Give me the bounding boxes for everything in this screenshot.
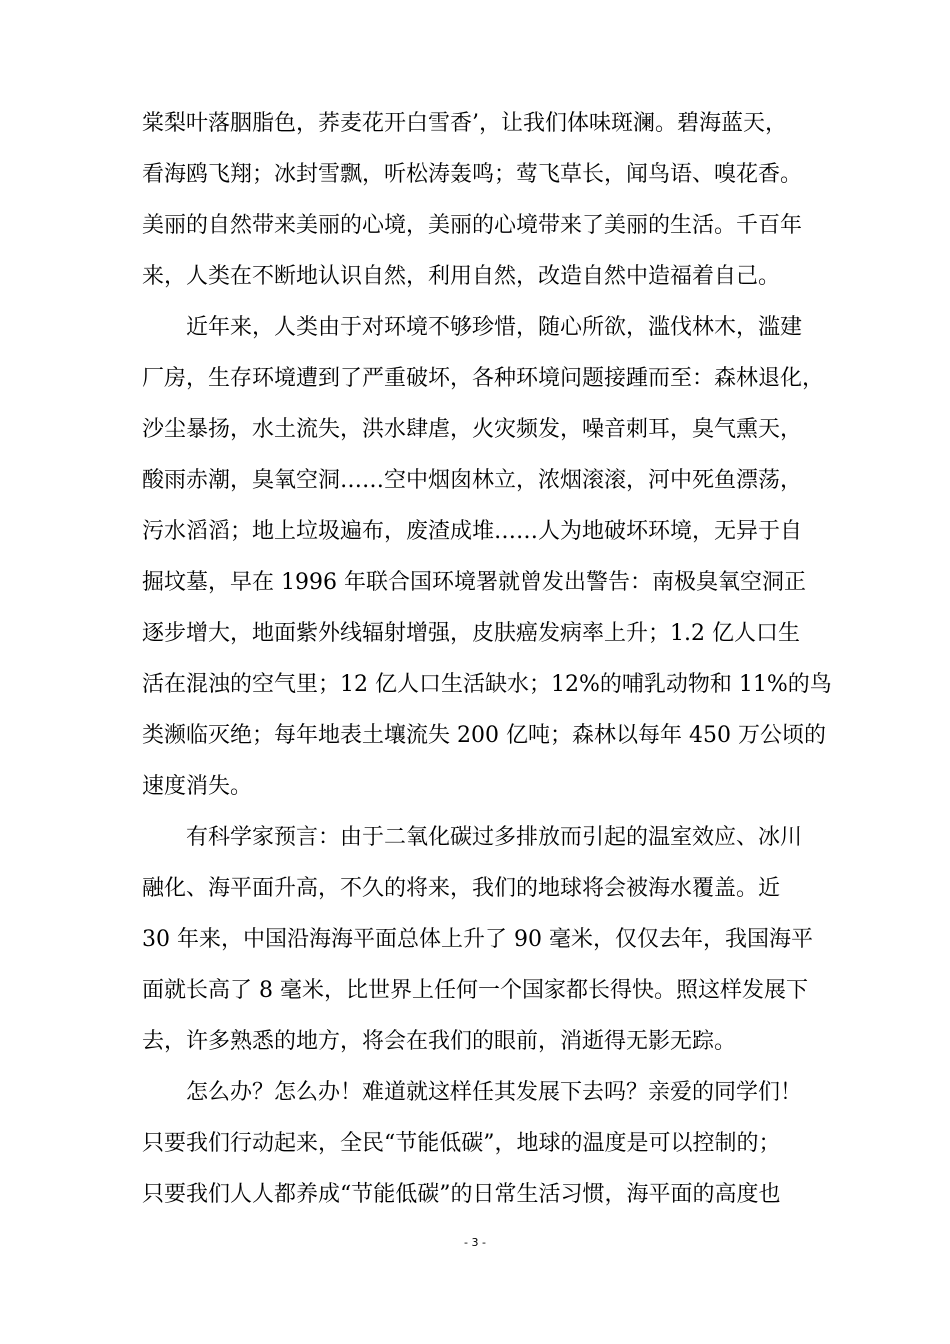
text-line: 污水滔滔；地上垃圾遍布，废渣成堆……人为地破坏环境，无异于自: [142, 519, 803, 544]
text-line: 30 年来，中国沿海海平面总体上升了 90 毫米，仅仅去年，我国海平: [142, 927, 813, 952]
text-line: 只要我们行动起来，全民“节能低碳”，地球的温度是可以控制的；: [142, 1131, 781, 1156]
text-line: 活在混浊的空气里；12 亿人口生活缺水；12%的哺乳动物和 11%的鸟: [142, 672, 832, 697]
text-line: 怎么办？怎么办！难道就这样任其发展下去吗？亲爱的同学们！: [142, 1080, 803, 1105]
text-line: 逐步增大，地面紫外线辐射增强，皮肤癌发病率上升；1.2 亿人口生: [142, 621, 800, 646]
text-line: 厂房，生存环境遭到了严重破坏，各种环境问题接踵而至：森林退化，: [142, 366, 825, 391]
text-line: 看海鸥飞翔；冰封雪飘，听松涛轰鸣；莺飞草长，闻鸟语、嗅花香。: [142, 162, 803, 187]
text-line: 有科学家预言：由于二氧化碳过多排放而引起的温室效应、冰川: [142, 825, 803, 850]
text-line: 去，许多熟悉的地方，将会在我们的眼前，消逝得无影无踪。: [142, 1029, 737, 1054]
text-line: 来，人类在不断地认识自然，利用自然，改造自然中造福着自己。: [142, 264, 781, 289]
text-line: 美丽的自然带来美丽的心境，美丽的心境带来了美丽的生活。千百年: [142, 213, 803, 238]
text-line: 类濒临灭绝；每年地表土壤流失 200 亿吨；森林以每年 450 万公顷的: [142, 723, 826, 748]
text-line: 酸雨赤潮，臭氧空洞……空中烟囱林立，浓烟滚滚，河中死鱼漂荡，: [142, 468, 803, 493]
page-number: - 3 -: [464, 1236, 486, 1249]
text-line: 速度消失。: [142, 774, 253, 799]
text-line: 只要我们人人都养成“节能低碳”的日常生活习惯，海平面的高度也: [142, 1182, 781, 1207]
text-line: 棠梨叶落胭脂色，荞麦花开白雪香’，让我们体味斑澜。碧海蓝天，: [142, 111, 787, 136]
body-text: [142, 98, 832, 1220]
text-line: 掘坟墓，早在 1996 年联合国环境署就曾发出警告：南极臭氧空洞正: [142, 570, 806, 595]
text-line: 近年来，人类由于对环境不够珍惜，随心所欲，滥伐林木，滥建: [142, 315, 803, 340]
text-line: 沙尘暴扬，水土流失，洪水肆虐，火灾频发，噪音刺耳，臭气熏天，: [142, 417, 803, 442]
text-line: 融化、海平面升高，不久的将来，我们的地球将会被海水覆盖。近: [142, 876, 781, 901]
text-line: 面就长高了 8 毫米，比世界上任何一个国家都长得快。照这样发展下: [142, 978, 808, 1003]
